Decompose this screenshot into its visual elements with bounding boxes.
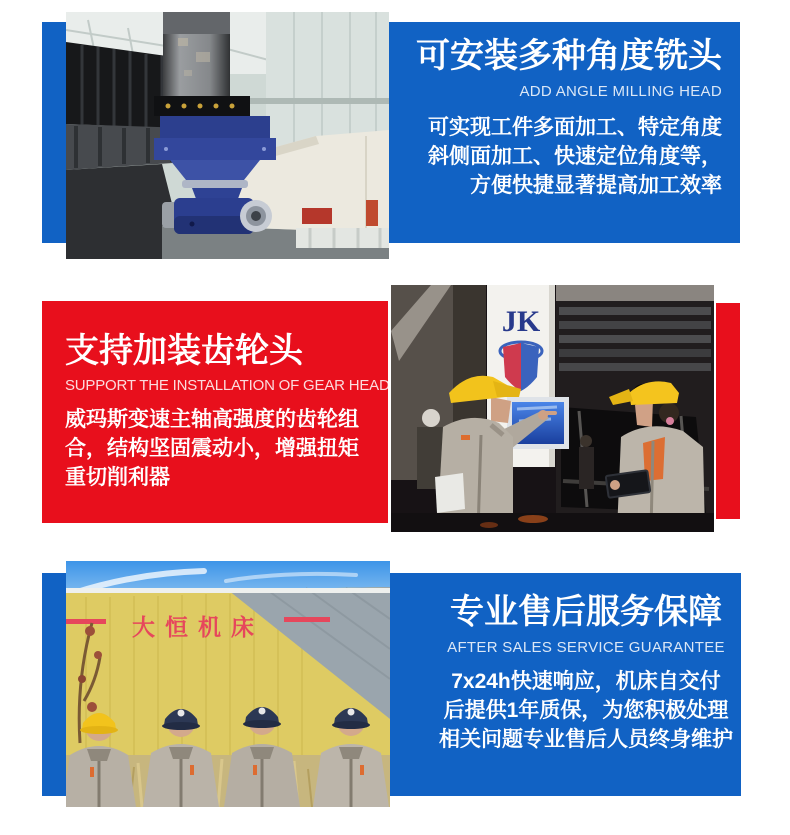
- section2-body-line: 重切削利器: [65, 466, 170, 489]
- section3-team-photo: [66, 561, 390, 807]
- section3-title: 专业售后服务保障: [450, 593, 722, 631]
- section1-title: 可安装多种角度铣头: [416, 37, 722, 75]
- cnc-machine-illustration: [66, 12, 389, 259]
- section1-text: [400, 36, 722, 200]
- svg-text:JK: JK: [501, 305, 541, 338]
- section2-body-line: 合，结构坚固震动小，增强扭矩: [65, 437, 359, 460]
- section1-body-line: 可实现工件多面加工、特定角度: [428, 116, 722, 139]
- section3-body-line: 后提供1年质保，为您积极处理: [443, 699, 729, 722]
- section1-body-line: 斜侧面加工、快速定位角度等，: [428, 145, 722, 168]
- jk-dh-logo: [500, 305, 542, 391]
- section2-body-line: 威玛斯变速主轴高强度的齿轮组: [65, 408, 359, 431]
- svg-text:大恒机床: 大恒机床: [132, 614, 264, 640]
- section1-body-line: 方便快捷显著提高加工效率: [470, 174, 722, 197]
- section1-machine-photo: [66, 12, 389, 259]
- section2-subtitle: SUPPORT THE INSTALLATION OF GEAR HEAD: [65, 377, 390, 394]
- section1-subtitle: ADD ANGLE MILLING HEAD: [519, 83, 722, 100]
- section3-body-line: 7x24h快速响应，机床自交付: [451, 670, 721, 693]
- section3-text: [430, 592, 742, 754]
- section2-red-side-bar: [716, 303, 740, 519]
- section3-body-line: 相关问题专业售后人员终身维护: [439, 728, 733, 751]
- section1-body: [400, 113, 722, 200]
- service-team-illustration: [66, 561, 390, 807]
- section2-title: 支持加装齿轮头: [65, 332, 303, 370]
- section2-workers-photo: [391, 285, 714, 532]
- section3-body: [430, 667, 742, 754]
- section2-text: [65, 331, 390, 492]
- workers-at-machine-illustration: [391, 285, 714, 532]
- section3-subtitle: AFTER SALES SERVICE GUARANTEE: [447, 639, 725, 656]
- section2-body: [65, 405, 381, 492]
